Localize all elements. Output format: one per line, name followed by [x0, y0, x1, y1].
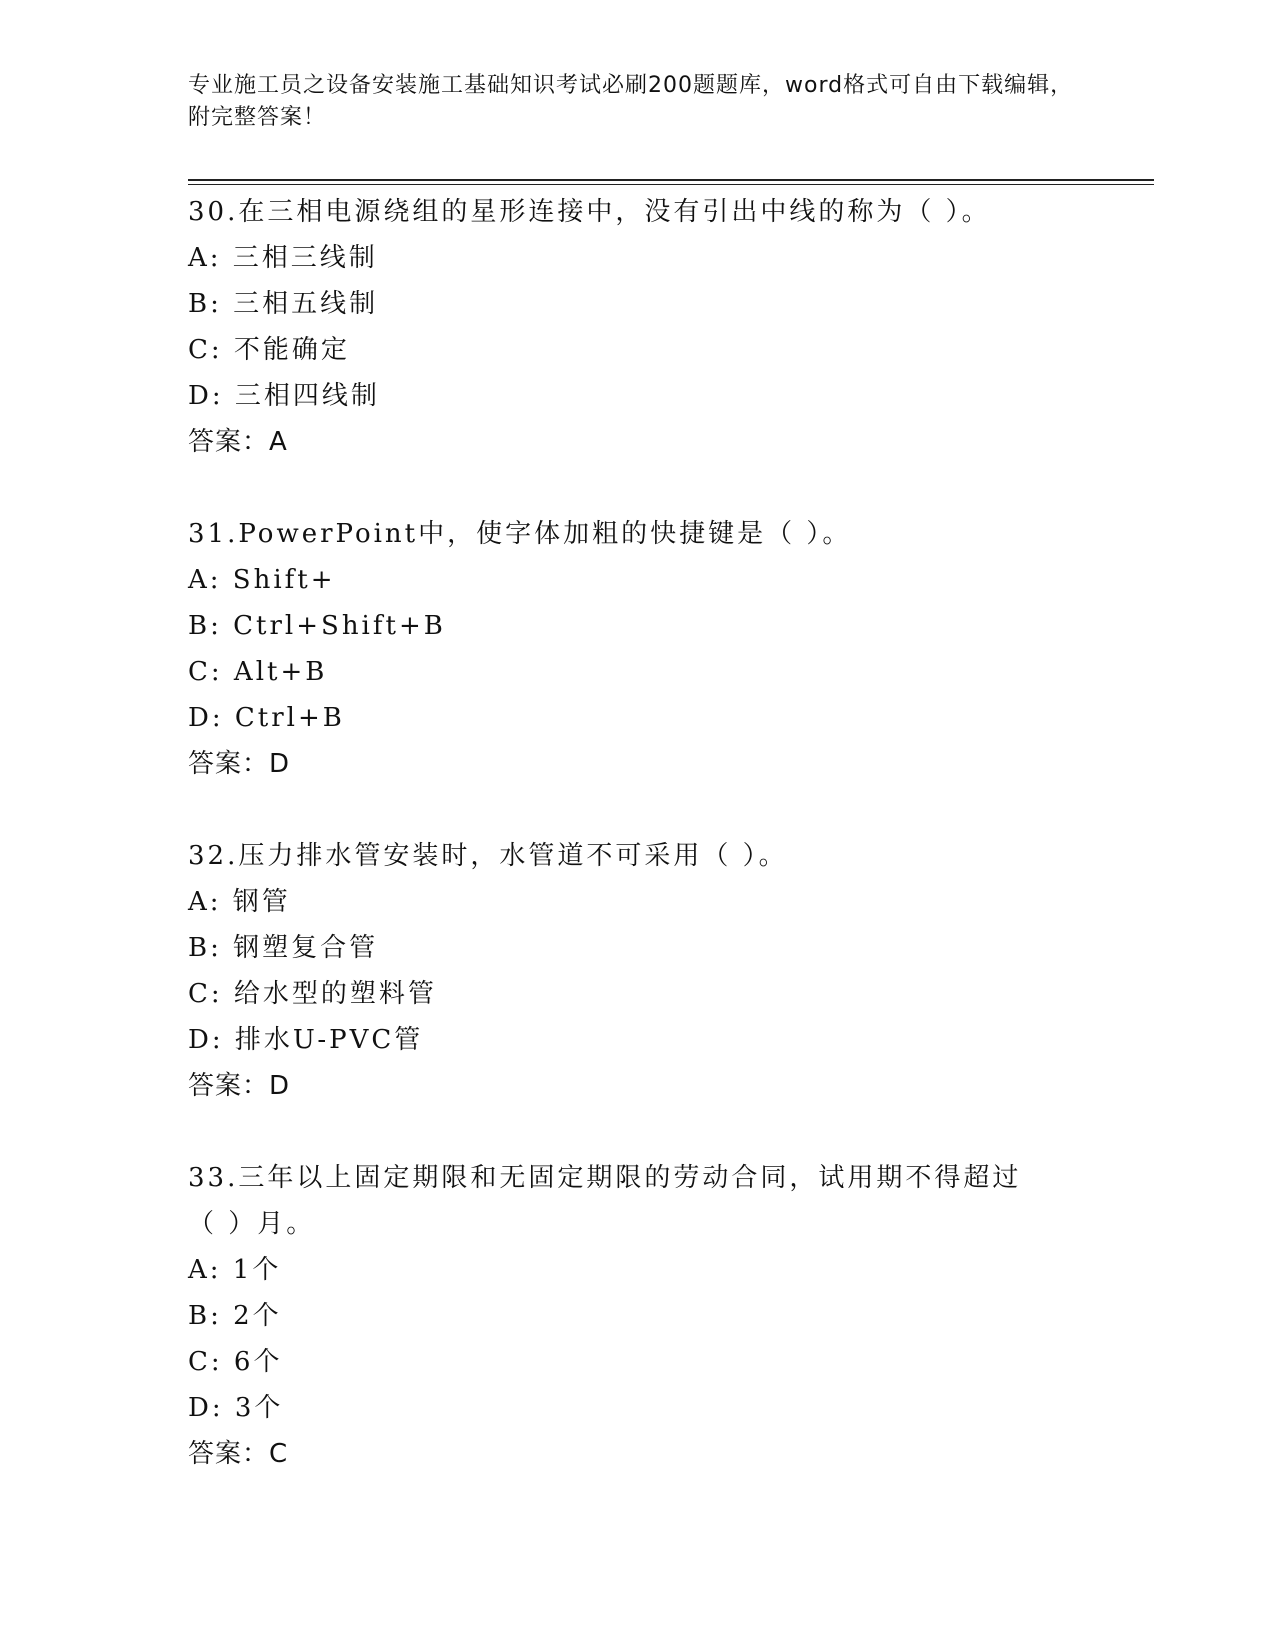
question-30: [188, 189, 1108, 465]
question-32: [188, 833, 1108, 1109]
answer: 答案：D: [188, 749, 291, 779]
option-c: C: Alt+B: [188, 657, 328, 687]
answer: 答案：A: [188, 427, 288, 457]
header-divider-bottom: [188, 184, 1154, 185]
option-c: C: 给水型的塑料管: [188, 979, 437, 1009]
option-b: B: Ctrl+Shift+B: [188, 611, 446, 641]
option-c: C: 不能确定: [188, 335, 350, 365]
document-title: 专业施工员之设备安装施工基础知识考试必刷200题题库，word格式可自由下载编辑，附完整答案！: [188, 73, 1074, 130]
option-d: D: 排水U-PVC管: [188, 1025, 424, 1055]
option-b: B: 三相五线制: [188, 289, 379, 319]
question-list: [188, 189, 1108, 1477]
option-a: A: 三相三线制: [188, 243, 378, 273]
question-stem: 33.三年以上固定期限和无固定期限的劳动合同，试用期不得超过（ ）月。: [188, 1163, 1022, 1239]
option-a: A: Shift+: [188, 565, 336, 595]
question-stem: 32.压力排水管安装时，水管道不可采用（ ）。: [188, 841, 788, 871]
answer: 答案：D: [188, 1071, 291, 1101]
option-a: A: 钢管: [188, 887, 291, 917]
option-b: B: 2个: [188, 1301, 282, 1331]
option-b: B: 钢塑复合管: [188, 933, 379, 963]
option-a: A: 1个: [188, 1255, 282, 1285]
header-divider-top: [188, 179, 1154, 181]
question-stem: 31.PowerPoint中，使字体加粗的快捷键是（ ）。: [188, 519, 852, 549]
answer: 答案：C: [188, 1439, 289, 1469]
question-33: [188, 1155, 1108, 1477]
option-c: C: 6个: [188, 1347, 283, 1377]
option-d: D: 三相四线制: [188, 381, 380, 411]
option-d: D: Ctrl+B: [188, 703, 345, 733]
option-d: D: 3个: [188, 1393, 284, 1423]
question-stem: 30.在三相电源绕组的星形连接中，没有引出中线的称为（ ）。: [188, 197, 991, 227]
question-31: [188, 511, 1108, 787]
